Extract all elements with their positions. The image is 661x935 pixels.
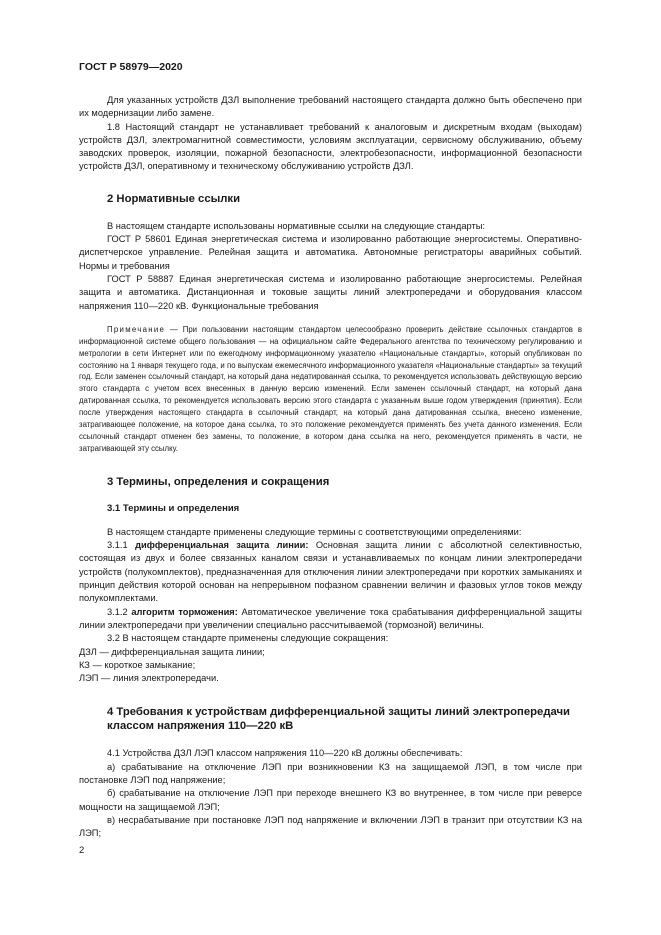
reference-gost-58601: ГОСТ Р 58601 Единая энергетическая система и изолированно работающие энергосистемы. Оперативно-диспетчерское управление. Релейная защита и автоматика. Автономные регистраторы аварийных событий. Нормы и требования	[79, 234, 582, 271]
abbreviation-item: ЛЭП — линия электропередачи.	[79, 673, 219, 684]
list-item-b: б) срабатывание на отключение ЛЭП при переходе внешнего КЗ во внутреннее, в том числе при реверсе мощности на защищаемой ЛЭП;	[79, 788, 582, 812]
abbreviation-item: ДЗЛ — дифференциальная защита линии;	[79, 646, 265, 657]
intro-paragraph-1: Для указанных устройств ДЗЛ выполнение требований настоящего стандарта должно быть обеспечено при их модернизации либо замене.	[79, 95, 582, 119]
abbreviation-item: КЗ — короткое замыкание;	[79, 659, 196, 670]
term-3-1-1	[79, 539, 582, 605]
term-definition: Основная защита линии с абсолютной селективностью, состоящая из двух и более связанных каналом связи и устанавливаемых по концам линии электропередачи устройств (полукомплектов), предназначенная для отключения линии электропередачи при коротких замыканиях и принцип действия которой основан на непрерывном пофазном сравнении величин и фазовых углов токов между полукомплектами.	[79, 540, 582, 604]
section-4-heading: 4 Требования к устройствам дифференциальной защиты линий электропередачи классом напряжения 110—220 кВ	[107, 706, 570, 733]
term-number: 3.1.1	[107, 540, 136, 551]
list-item-c: в) несрабатывание при постановке ЛЭП под напряжение и включении ЛЭП в транзит при отсутствии КЗ на ЛЭП;	[79, 814, 582, 839]
intro-paragraph-2: 1.8 Настоящий стандарт не устанавливает требований к аналоговым и дискретным входам (выходам) устройств ДЗЛ, электромагнитной совместимости, условиям эксплуатации, сервисному обслуживанию, объему заводских проверок, изоляции, пожарной безопасности, электробезопасности, информационной безопасности устройств ДЗЛ, оперативному и техническому обслуживанию устройств ДЗЛ.	[79, 121, 582, 172]
term-number: 3.1.2	[107, 606, 132, 617]
page-number: 2	[79, 845, 85, 856]
term-definition: Автоматическое увеличение тока срабатывания дифференциальной защиты линии электропередачи при увеличении специально рассчитываемой (тормозной) величины.	[79, 606, 582, 630]
subsection-3-1-heading: 3.1 Термины и определения	[107, 502, 240, 514]
term-3-1-2	[79, 606, 582, 633]
abbreviations-intro: 3.2 В настоящем стандарте применены следующие сокращения:	[107, 633, 389, 644]
document-header: ГОСТ Р 58979—2020	[79, 61, 183, 73]
page-content	[79, 94, 582, 840]
term-name: дифференциальная защита линии:	[135, 540, 309, 551]
section-2-heading: 2 Нормативные ссылки	[107, 192, 241, 205]
section-3-heading: 3 Термины, определения и сокращения	[107, 475, 330, 488]
list-item-a: а) срабатывание на отключение ЛЭП при возникновении КЗ на защищаемой ЛЭП, в том числе при постановке ЛЭП под напряжение;	[79, 761, 582, 785]
section-4-paragraph-1: 4.1 Устройства ДЗЛ ЛЭП классом напряжения 110—220 кВ должны обеспечивать:	[107, 748, 463, 759]
note-label: Примечание	[107, 324, 166, 334]
section-2-note	[79, 324, 582, 455]
term-name: алгоритм торможения:	[131, 606, 238, 617]
section-3-paragraph-1: В настоящем стандарте применены следующие термины с соответствующими определениями:	[107, 526, 522, 537]
note-text: — При пользовании настоящим стандартом целесообразно проверить действие ссылочных стандартов в информационной системе общего пользования — на официальном сайте Федерального агентства по техническому регулированию и метрологии в сети Интернет или по ежегодному информационному указателю «Национальные стандарты», который опубликован по состоянию на 1 января текущего года, и по выпускам ежемесячного информационного указателя «Национальные стандарты» за текущий год. Если заменен ссылочный стандарт, на который дана недатированная ссылка, то рекомендуется использовать действующую версию этого стандарта с учетом всех внесенных в данную версию изменений. Если заменен ссылочный стандарт, на который дана датированная ссылка, то рекомендуется использовать версию этого стандарта с указанным выше годом утверждения (принятия). Если после утверждения настоящего стандарта в ссылочный стандарт, на который дана датированная ссылка, внесено изменение, затрагивающее положение, на которое дана ссылка, то это положение рекомендуется применять без учета данного изменения. Если ссылочный стандарт отменен без замены, то положение, в котором дана ссылка на него, рекомендуется применять в части, не затрагивающей эту ссылку.	[79, 324, 582, 453]
reference-gost-58887: ГОСТ Р 58887 Единая энергетическая система и изолированно работающие энергосистемы. Релейная защита и автоматика. Дистанционная и токовые защиты линий электропередачи и оборудования классом напряжения 110—220 кВ. Функциональные требования	[79, 273, 582, 311]
section-2-paragraph-1: В настоящем стандарте использованы нормативные ссылки на следующие стандарты:	[107, 220, 486, 231]
